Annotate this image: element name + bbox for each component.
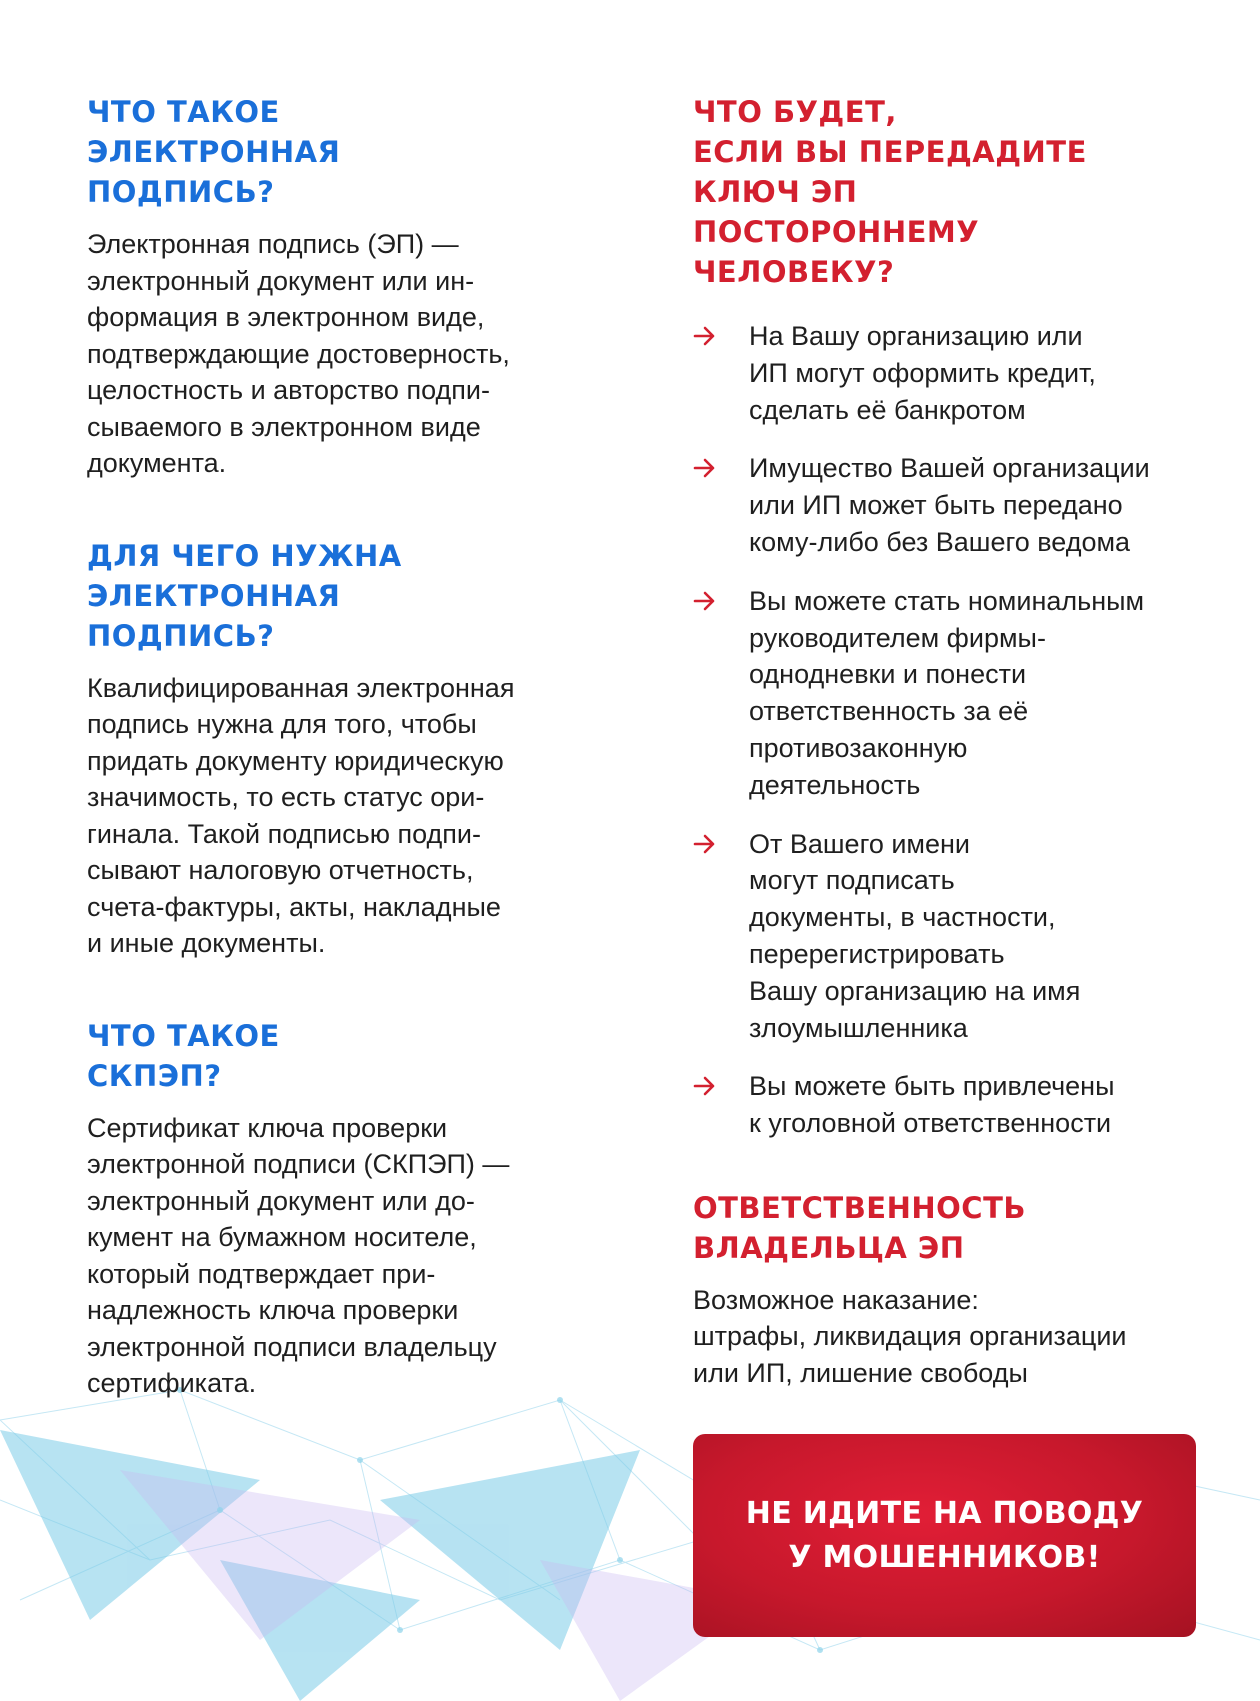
- section-responsibility: [693, 1188, 1213, 1392]
- list-item: Вы можете быть привлечены к уголовной ответственности: [693, 1068, 1213, 1142]
- left-column: [87, 92, 607, 1402]
- consequences-heading: ЧТО БУДЕТ, ЕСЛИ ВЫ ПЕРЕДАДИТЕ КЛЮЧ ЭП ПОСТОРОННЕМУ ЧЕЛОВЕКУ?: [693, 95, 1087, 289]
- why-need-ep-heading: ДЛЯ ЧЕГО НУЖНА ЭЛЕКТРОННАЯ ПОДПИСЬ?: [87, 538, 402, 653]
- warning-banner: [693, 1434, 1196, 1637]
- list-item: Вы можете стать номинальным руководителем фирмы- однодневки и понести ответственность за её противозаконную деятельность: [693, 583, 1213, 804]
- list-item: Имущество Вашей организации или ИП может быть передано кому-либо без Вашего ведома: [693, 450, 1213, 560]
- section-what-is-skpep: [87, 1016, 607, 1402]
- warning-banner-text: НЕ ИДИТЕ НА ПОВОДУ У МОШЕННИКОВ!: [745, 1495, 1144, 1575]
- what-is-ep-text: Электронная подпись (ЭП) — электронный документ или ин- формация в электронном виде, подтверждающие достоверность, целостность и авторство подпи- сываемого в электронном виде документа.: [87, 229, 510, 478]
- why-need-ep-text: Квалифицированная электронная подпись нужна для того, чтобы придать документу юридическую значимость, то есть статус ори- гинала. Такой подписью подпи- сывают налоговую отчетность, счета-фактуры, акты, накладные и иные документы.: [87, 672, 515, 958]
- responsibility-heading: ОТВЕТСТВЕННОСТЬ ВЛАДЕЛЬЦА ЭП: [693, 1190, 1026, 1265]
- section-why-need-ep: [87, 536, 607, 962]
- list-item: От Вашего имени могут подписать документы, в частности, перерегистрировать Вашу организацию на имя злоумышленника: [693, 826, 1213, 1047]
- arrow-right-icon: [693, 457, 717, 479]
- arrow-right-icon: [693, 833, 717, 855]
- section-what-is-ep: [87, 92, 607, 482]
- arrow-right-icon: [693, 1075, 717, 1097]
- arrow-right-icon: [693, 590, 717, 612]
- section-consequences: [693, 92, 1213, 1142]
- list-item: На Вашу организацию или ИП могут оформить кредит, сделать её банкротом: [693, 318, 1213, 428]
- what-is-ep-heading: ЧТО ТАКОЕ ЭЛЕКТРОННАЯ ПОДПИСЬ?: [87, 95, 341, 209]
- right-column: [693, 92, 1213, 1391]
- responsibility-text: Возможное наказание: штрафы, ликвидация организации или ИП, лишение свободы: [693, 1284, 1127, 1388]
- what-is-skpep-text: Сертификат ключа проверки электронной подписи (СКПЭП) — электронный документ или до- кумент на бумажном носителе, который подтверждает при- надлежность ключа проверки электронной подписи владельцу сертификата.: [87, 1112, 510, 1398]
- what-is-skpep-heading: ЧТО ТАКОЕ СКПЭП?: [87, 1018, 280, 1093]
- arrow-right-icon: [693, 325, 717, 347]
- consequences-list: [693, 318, 1213, 1142]
